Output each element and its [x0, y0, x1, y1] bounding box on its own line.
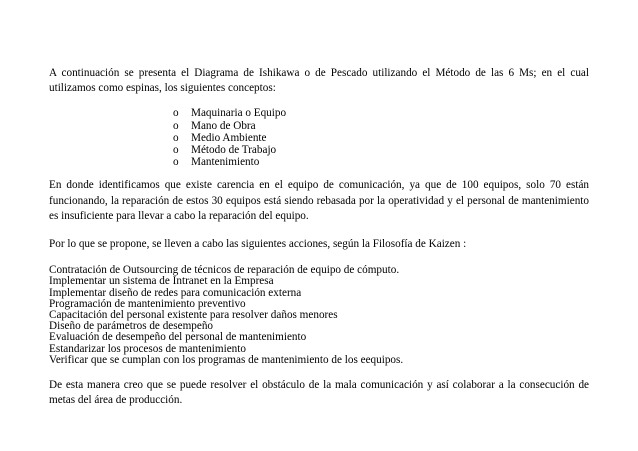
concept-label: Medio Ambiente: [191, 131, 267, 144]
list-item: [173, 132, 589, 144]
action-item: Evaluación de desempeño del personal de mantenimiento: [49, 331, 307, 344]
bullet-icon: o: [173, 107, 179, 120]
list-item: [173, 144, 589, 156]
action-item: Diseño de parámetros de desempeño: [49, 320, 214, 333]
action-item: Programación de mantenimiento preventivo: [49, 297, 246, 310]
intro-paragraph: A continuación se presenta el Diagrama de Ishikawa o de Pescado utilizando el Método de las 6 Ms; en el cual utilizamos como espinas, los siguientes conceptos:: [49, 67, 589, 95]
concept-label: Maquinaria o Equipo: [191, 107, 287, 120]
list-item: [173, 107, 589, 119]
action-item: Implementar un sistema de Intranet en la Empresa: [49, 275, 274, 288]
action-item: Estandarizar los procesos de mantenimiento: [49, 342, 246, 355]
actions-list: [49, 265, 589, 366]
proposal-paragraph: Por lo que se propone, se lleven a cabo las siguientes acciones, según la Filosofía de Kaizen :: [49, 238, 467, 251]
concept-label: Mantenimiento: [191, 156, 260, 169]
concepts-list: [49, 107, 589, 168]
concept-label: Mano de Obra: [191, 119, 256, 132]
action-item: Verificar que se cumplan con los programas de mantenimiento de los eequipos.: [49, 353, 404, 366]
bullet-icon: o: [173, 119, 179, 132]
action-item: Implementar diseño de redes para comunicación externa: [49, 286, 302, 299]
conclusion-paragraph: De esta manera creo que se puede resolver el obstáculo de la mala comunicación y así colaborar a la consecución de metas del área de producción.: [49, 379, 589, 407]
bullet-icon: o: [173, 156, 179, 169]
document-page: [49, 66, 589, 408]
action-item: Contratación de Outsourcing de técnicos de reparación de equipo de cómputo.: [49, 264, 400, 277]
list-item: [173, 120, 589, 132]
action-item: Capacitación del personal existente para resolver daños menores: [49, 309, 338, 322]
bullet-icon: o: [173, 131, 179, 144]
list-item: [173, 156, 589, 168]
problem-paragraph: En donde identificamos que existe carencia en el equipo de comunicación, ya que de 100 equipos, solo 70 están funcionando, la reparación de estos 30 equipos está siendo rebasada por la operatividad y el personal de mantenimiento es insuficiente para llevar a cabo la reparación del equipo.: [49, 179, 589, 222]
concept-label: Método de Trabajo: [191, 144, 277, 157]
bullet-icon: o: [173, 144, 179, 157]
